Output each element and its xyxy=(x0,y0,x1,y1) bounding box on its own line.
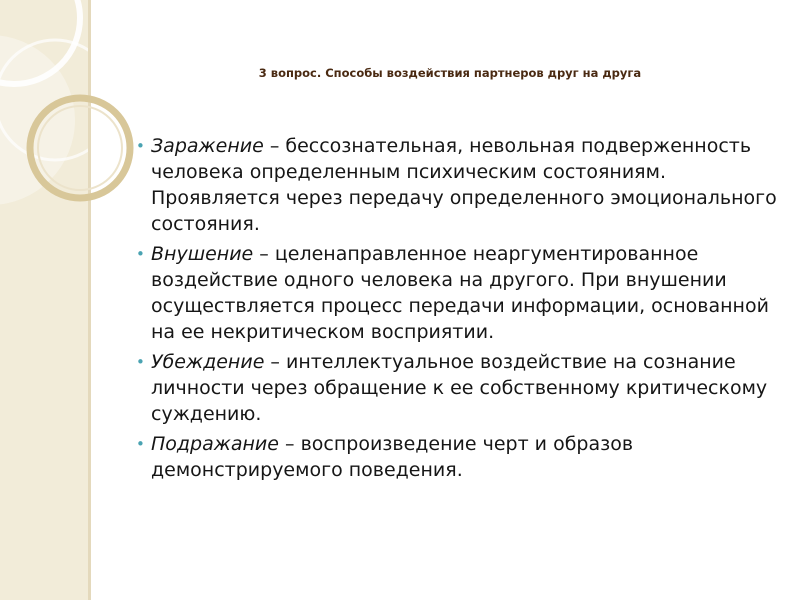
term-label: Заражение xyxy=(151,135,264,157)
term-label: Внушение xyxy=(151,243,254,265)
term-definition: – целенаправленное неаргументированное воздействие одного человека на другого. При внушении осуществляется процесс передачи информации, основанной на ее некритическом восприятии. xyxy=(151,243,769,343)
bullet-list xyxy=(136,133,786,487)
slide-title: 3 вопрос. Способы воздействия партнеров друг на друга xyxy=(258,66,642,80)
bullet-item-vnushenie xyxy=(136,241,786,345)
term-label: Убеждение xyxy=(151,351,265,373)
bullet-item-zarazhenie xyxy=(136,133,786,237)
bullet-item-podrazhanie xyxy=(136,431,786,483)
term-label: Подражание xyxy=(151,433,279,455)
term-definition: – интеллектуальное воздействие на сознание личности через обращение к ее собственному критическому суждению. xyxy=(151,351,768,425)
bullet-icon: • xyxy=(136,245,145,263)
term-definition: – воспроизведение черт и образов демонстрируемого поведения. xyxy=(151,433,634,481)
bullet-icon: • xyxy=(136,137,145,155)
term-definition: – бессознательная, невольная подверженность человека определенным психическим состояниям. Проявляется через передачу определенного эмоционального состояния. xyxy=(151,135,777,235)
bullet-icon: • xyxy=(136,353,145,371)
bullet-item-ubezhdenie xyxy=(136,349,786,427)
bullet-icon: • xyxy=(136,435,145,453)
